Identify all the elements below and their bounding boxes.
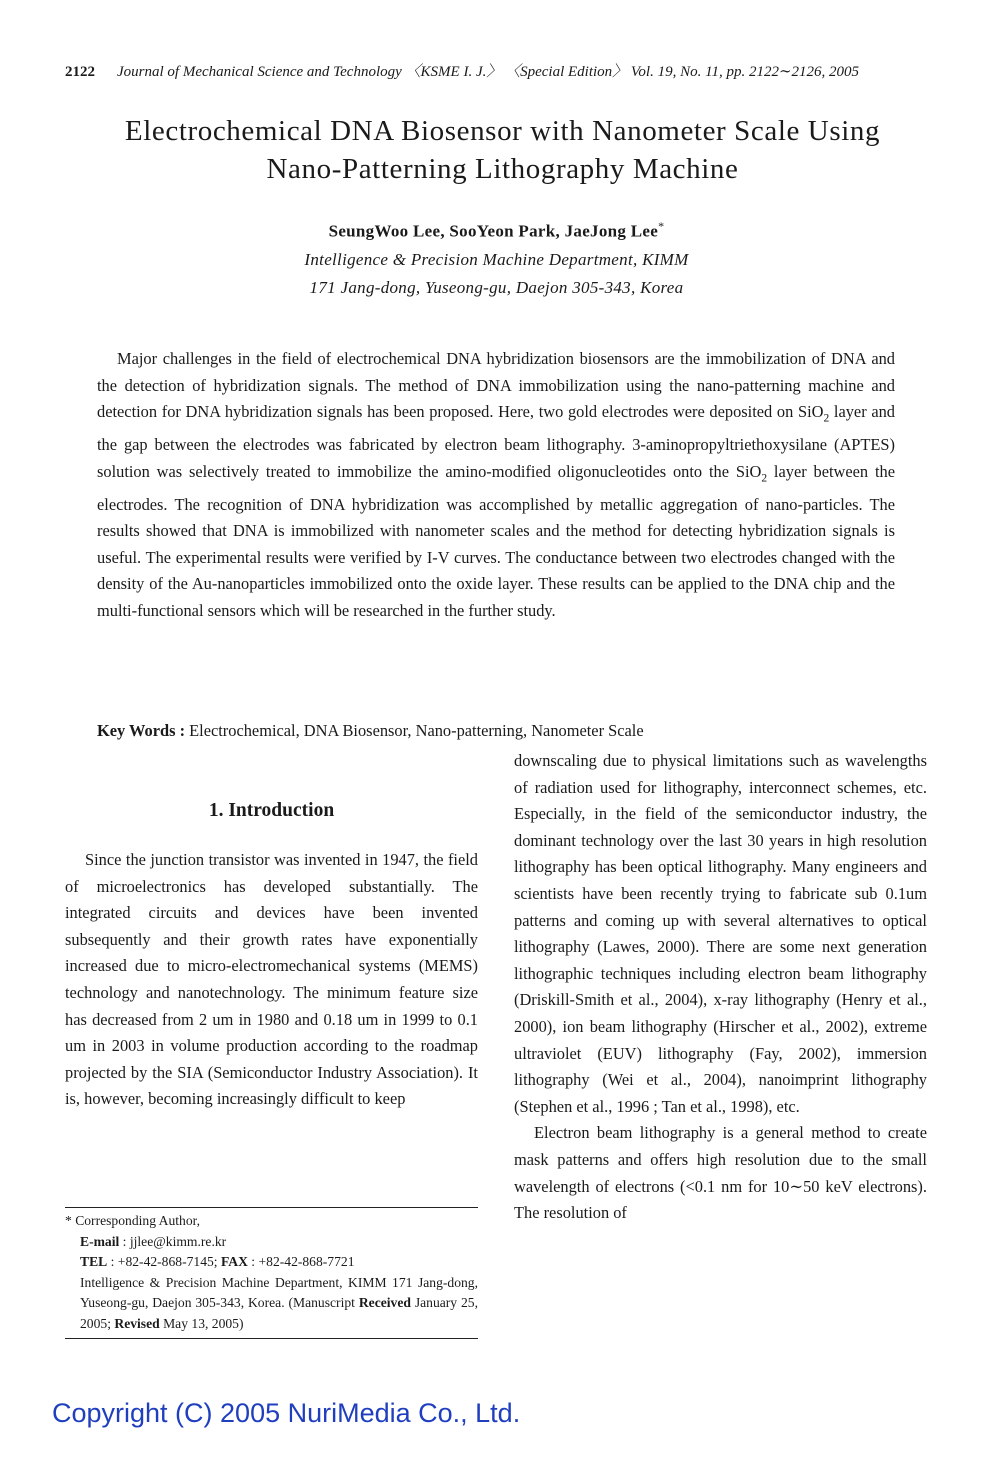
title-line-2: Nano-Patterning Lithography Machine	[266, 153, 739, 185]
revised-label: Revised	[114, 1315, 160, 1331]
address-text: Intelligence & Precision Machine Department, KIMM 171 Jang-dong, Yuseong-gu, Daejon 305-343, Korea. (Manuscript	[80, 1274, 478, 1310]
sio2-subscript: 2	[823, 412, 830, 425]
copyright-notice: Copyright (C) 2005 NuriMedia Co., Ltd.	[52, 1398, 521, 1428]
running-head	[65, 60, 935, 81]
received-date: January 25, 2005;	[80, 1295, 478, 1331]
tel-value: : +82-42-868-7145;	[107, 1254, 221, 1269]
abstract	[97, 346, 895, 625]
intro-paragraph-1: Since the junction transistor was invented in 1947, the field of microelectronics has developed substantially. The integrated circuits and devices have been invented subsequently and their growth rates have exponentially increased due to micro-electromechanical systems (MEMS) technology and nanotechnology. The minimum feature size has decreased from 2 um in 1980 and 0.18 um in 1999 to 0.1 um in 2003 in volume production according to the roadmap projected by the SIA (Semiconductor Industry Association). It is, however, becoming increasingly difficult to keep	[65, 850, 478, 1109]
intro-paragraph-1-continued: downscaling due to physical limitations such as wavelengths of radiation used for lithography, interconnect schemes, etc. Especially, in the field of the semiconductor industry, the dominant technology over the last 30 years in high resolution lithography has been optical lithography. Many engineers and scientists have been recently trying to fabricate sub 0.1um patterns and coming up with several alternatives to optical lithography (Lawes, 2000). There are some next generation lithographic techniques including electron beam lithography (Driskill-Smith et al., 2004), x-ray lithography (Henry et al., 2000), ion beam lithography (Hirscher et al., 2002), extreme ultraviolet (EUV) lithography (Fay, 2002), immersion lithography (Wei et al., 2004), nanoimprint lithography (Stephen et al., 1996 ; Tan et al., 1998), etc.	[514, 751, 927, 1116]
author-names	[150, 212, 843, 246]
left-column	[65, 795, 478, 1113]
journal-citation: Journal of Mechanical Science and Technology 〈KSME I. J.〉 〈Special Edition〉 Vol. 19, No. 11, pp. 2122∼2126, 2005	[117, 64, 860, 80]
fax-value: : +82-42-868-7721	[247, 1254, 355, 1269]
tel-label: TEL	[80, 1254, 108, 1269]
abstract-part-1: Major challenges in the field of electrochemical DNA hybridization biosensors are the immobilization of DNA and the detection of hybridization signals. The method of DNA immobilization using the nano-patterning machine and detection for DNA hybridization signals has been proposed. Here, two gold electrodes were deposited on	[97, 349, 895, 422]
affiliation-line-1: Intelligence & Precision Machine Department, KIMM	[304, 249, 689, 269]
intro-paragraph-2: Electron beam lithography is a general method to create mask patterns and offers high resolution due to the small wavelength of electrons (<0.1 nm for 10∼50 keV electrons). The resolution of	[514, 1123, 927, 1223]
sio2-formula: SiO	[735, 461, 762, 481]
keywords-label: Key Words :	[97, 721, 186, 740]
right-column	[514, 748, 927, 1227]
revised-date: May 13, 2005)	[159, 1315, 244, 1331]
footnote-corresponding: * Corresponding Author,	[65, 1213, 201, 1228]
affiliation-line-2: 171 Jang-dong, Yuseong-gu, Daejon 305-343, Korea	[309, 277, 684, 297]
keywords	[97, 718, 897, 744]
author-list: SeungWoo Lee, SooYeon Park, JaeJong Lee	[328, 221, 659, 241]
section-heading-introduction: 1. Introduction	[208, 800, 335, 821]
email-label: E-mail	[80, 1233, 120, 1249]
footnote-email	[65, 1232, 478, 1253]
title-line-1: Electrochemical DNA Biosensor with Nanometer Scale Using	[124, 115, 881, 147]
footnote-phone	[65, 1252, 478, 1273]
sio2-formula: SiO	[797, 402, 824, 422]
footnote-address	[65, 1273, 478, 1335]
email-value: : jjlee@kimm.re.kr	[119, 1233, 227, 1249]
page-number: 2122	[65, 64, 95, 80]
corresponding-mark: *	[658, 219, 665, 233]
abstract-part-3: layer between the electrodes. The recognition of DNA hybridization was accomplished by metallic aggregation of nano-particles. The results showed that DNA is immobilized with nanometer scales and the method for detecting hybridization signals is useful. The experimental results were verified by I-V curves. The conductance between two electrodes changed with the density of the Au-nanoparticles immobilized onto the oxide layer. These results can be applied to the DNA chip and the multi-functional sensors which will be researched in the further study.	[97, 461, 896, 620]
sio2-subscript: 2	[761, 471, 768, 484]
author-block	[150, 212, 843, 302]
received-label: Received	[358, 1295, 411, 1310]
abstract-part-2: layer and the gap between the electrodes was fabricated by electron beam lithography. 3-aminopropyltriethoxysilane (APTES) solution was selectively treated to immobilize the amino-modified oligonucleotides onto the	[97, 402, 896, 481]
fax-label: FAX	[220, 1254, 248, 1269]
keywords-text: Electrochemical, DNA Biosensor, Nano-patterning, Nanometer Scale	[185, 721, 644, 740]
corresponding-author-footnote	[65, 1207, 478, 1339]
paper-title	[60, 112, 945, 188]
